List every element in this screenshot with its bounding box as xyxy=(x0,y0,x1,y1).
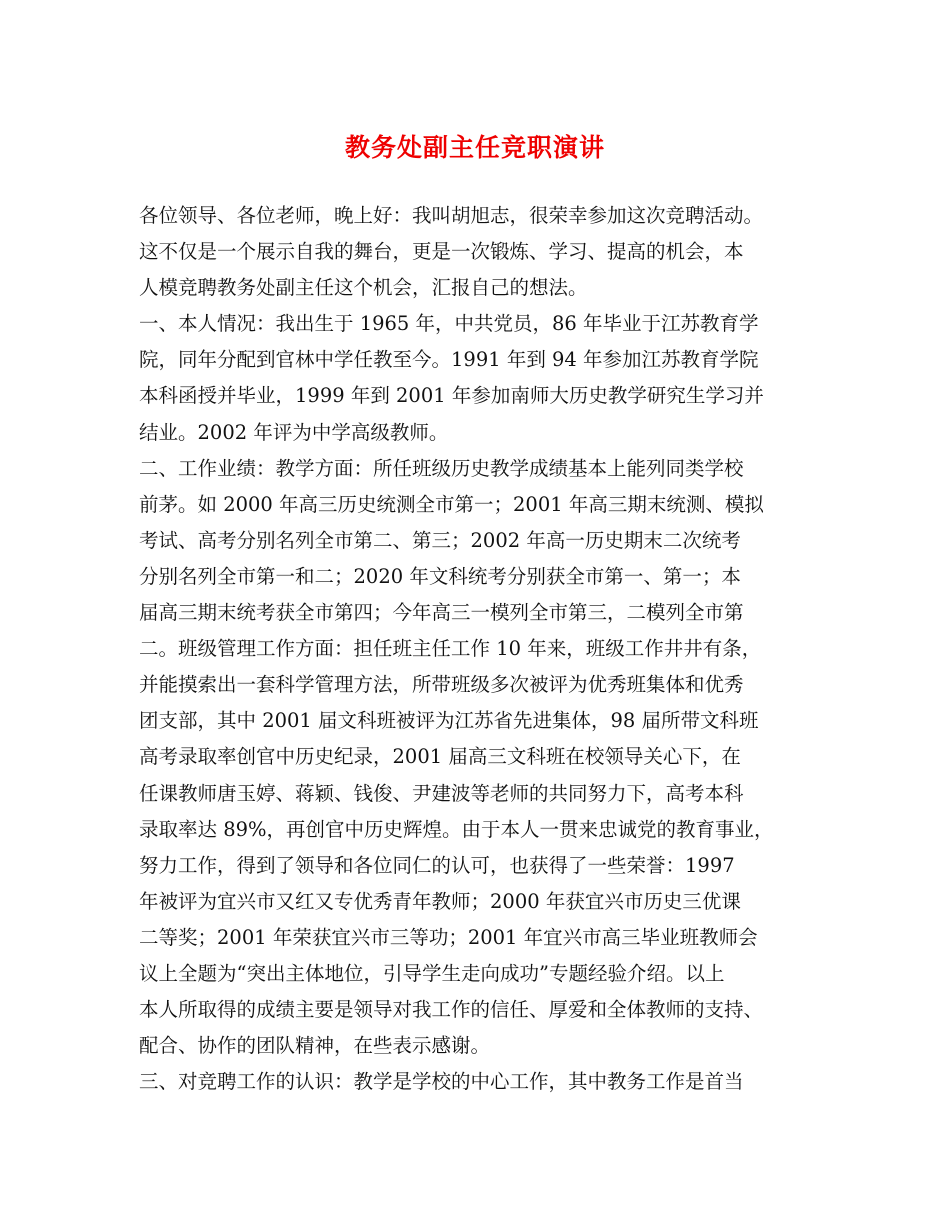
body-line: 议上全题为“突出主体地位，引导学生走向成功”专题经验介绍。以上 xyxy=(139,961,725,985)
body-line: 团支部，其中 2001 届文科班被评为江苏省先进集体，98 届所带文科班 xyxy=(139,709,759,733)
body-line: 高考录取率创官中历史纪录，2001 届高三文科班在校领导关心下，在 xyxy=(139,745,741,769)
body-line: 这不仅是一个展示自我的舞台，更是一次锻炼、学习、提高的机会，本 xyxy=(139,240,744,264)
body-line: 结业。2002 年评为中学高级教师。 xyxy=(139,420,449,444)
body-line: 院，同年分配到官林中学任教至今。1991 年到 94 年参加江苏教育学院 xyxy=(139,348,759,372)
body-line: 分别名列全市第一和二；2020 年文科统考分别获全市第一、第一；本 xyxy=(139,564,741,588)
body-line: 录取率达 89%，再创官中历史辉煌。由于本人一贯来忠诚党的教育事业， xyxy=(139,817,774,841)
body-line: 任课教师唐玉婷、蒋颖、钱俊、尹建波等老师的共同努力下，高考本科 xyxy=(139,781,744,805)
body-line: 并能摸索出一套科学管理方法，所带班级多次被评为优秀班集体和优秀 xyxy=(139,673,744,697)
body-line: 考试、高考分别名列全市第二、第三；2002 年高一历史期末二次统考 xyxy=(139,528,741,552)
document-title: 教务处副主任竞职演讲 xyxy=(344,133,605,162)
body-line: 本人所取得的成绩主要是领导对我工作的信任、厚爱和全体教师的支持、 xyxy=(139,998,764,1022)
body-line: 各位领导、各位老师，晚上好：我叫胡旭志，很荣幸参加这次竞聘活动。 xyxy=(139,204,764,227)
body-line: 三、对竞聘工作的认识：教学是学校的中心工作，其中教务工作是首当 xyxy=(139,1070,744,1094)
body-line: 一、本人情况：我出生于 1965 年，中共党员，86 年毕业于江苏教育学 xyxy=(139,312,759,336)
body-line: 努力工作，得到了领导和各位同仁的认可，也获得了一些荣誉：1997 xyxy=(139,853,735,877)
body-line: 届高三期末统考获全市第四；今年高三一模列全市第三，二模列全市第 xyxy=(139,601,744,625)
body-line: 年被评为宜兴市又红又专优秀青年教师；2000 年获宜兴市历史三优课 xyxy=(139,889,741,913)
document-body xyxy=(139,198,829,1100)
body-line: 本科函授并毕业，1999 年到 2001 年参加南师大历史教学研究生学习并 xyxy=(139,384,764,408)
body-line: 二等奖；2001 年荣获宜兴市三等功；2001 年宜兴市高三毕业班教师会 xyxy=(139,925,758,949)
body-line: 二。班级管理工作方面：担任班主任工作 10 年来，班级工作井井有条， xyxy=(139,637,762,661)
body-line: 人模竞聘教务处副主任这个机会，汇报自己的想法。 xyxy=(139,276,588,300)
body-line: 前茅。如 2000 年高三历史统测全市第一；2001 年高三期末统测、模拟 xyxy=(139,492,764,516)
body-line: 配合、协作的团队精神，在些表示感谢。 xyxy=(139,1034,491,1058)
body-line: 二、工作业绩：教学方面：所任班级历史教学成绩基本上能列同类学校 xyxy=(139,456,744,480)
